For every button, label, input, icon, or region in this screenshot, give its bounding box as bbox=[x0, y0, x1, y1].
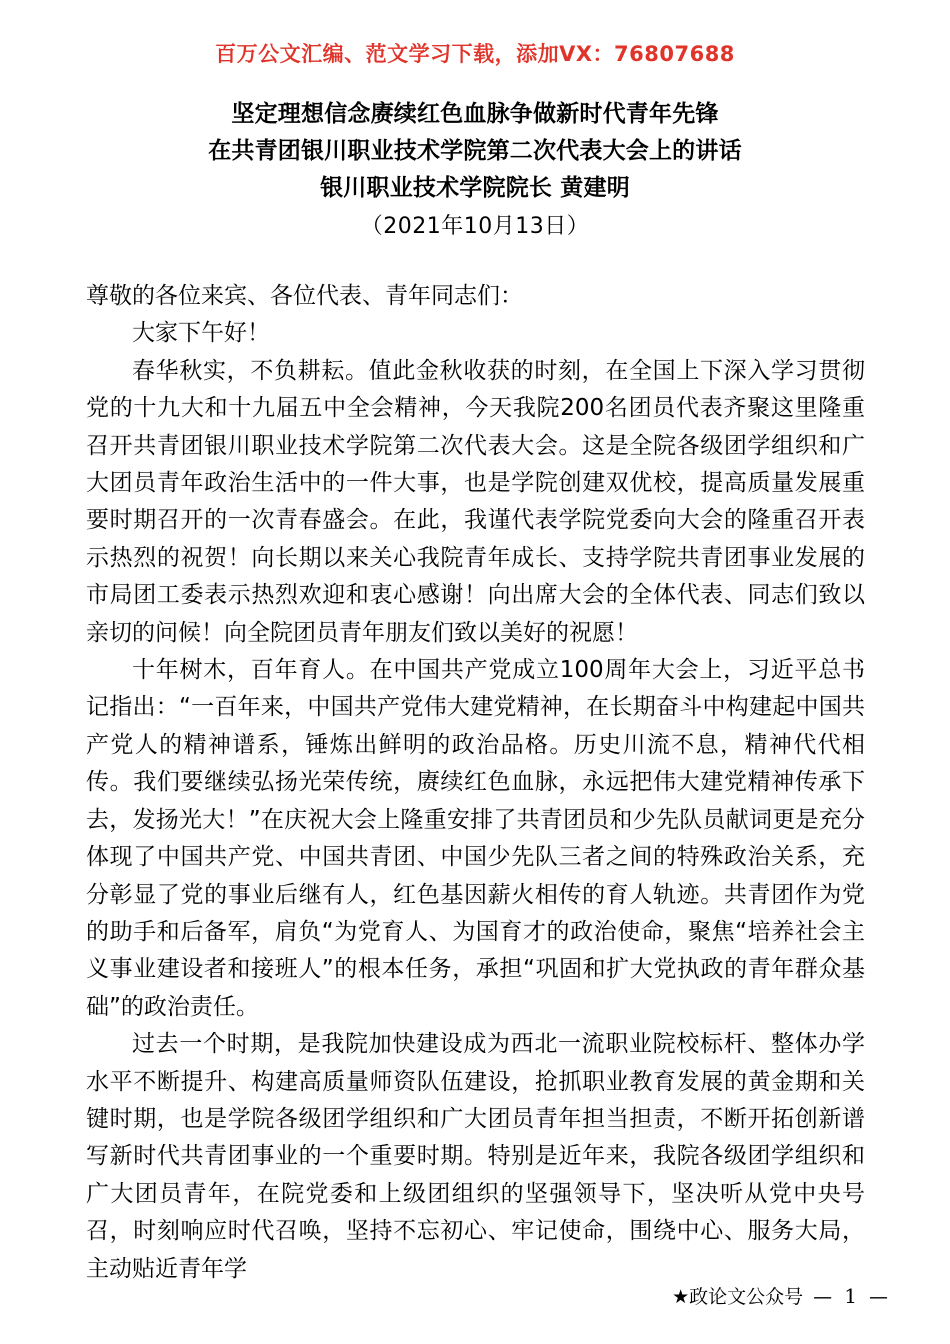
document-title-line-1: 坚定理想信念赓续红色血脉争做新时代青年先锋 bbox=[231, 101, 719, 127]
salutation: 尊敬的各位来宾、各位代表、青年同志们： bbox=[86, 283, 523, 309]
body-paragraph: 过去一个时期，是我院加快建设成为西北一流职业院校标杆、整体办学水平不断提升、构建高质量师资队伍建设，抢抓职业教育发展的黄金期和关键时期，也是学院各级团学组织和广大团员青年担当担责，不断开拓创新谱写新时代共青团事业的一个重要时期。特别是近年来，我院各级团学组织和广大团员青年，在院党委和上级团组织的坚强领导下，坚决听从党中央号召，时刻响应时代召唤，坚持不忘初心、牢记使命，围绕中心、服务大局，主动贴近青年学 bbox=[86, 1031, 865, 1282]
document-author-line: 银川职业技术学院院长 黄建明 bbox=[320, 175, 630, 201]
footer-dash-right: — bbox=[869, 1286, 888, 1308]
title-block bbox=[0, 96, 950, 246]
footer-dash-left: — bbox=[813, 1286, 833, 1308]
document-title-line-2: 在共青团银川职业技术学院第二次代表大会上的讲话 bbox=[208, 138, 742, 164]
body-paragraph: 十年树木，百年育人。在中国共产党成立100周年大会上，习近平总书记指出：“一百年来，中国共产党伟大建党精神，在长期奋斗中构建起中国共产党人的精神谱系，锤炼出鲜明的政治品格。历史川流不息，精神代代相传。我们要继续弘扬光荣传统，赓续红色血脉，永远把伟大建党精神传承下去，发扬光大！”在庆祝大会上隆重安排了共青团员和少先队员献词更是充分体现了中国共产党、中国共青团、中国少先队三者之间的特殊政治关系，充分彰显了党的事业后继有人，红色基因薪火相传的育人轨迹。共青团作为党的助手和后备军，肩负“为党育人、为国育才的政治使命，聚焦“培养社会主义事业建设者和接班人”的根本任务，承担“巩固和扩大党执政的青年群众基础”的政治责任。 bbox=[86, 657, 865, 1020]
document-body bbox=[86, 278, 865, 1288]
page-footer bbox=[0, 1282, 950, 1309]
body-paragraph: 大家下午好！ bbox=[132, 320, 270, 347]
page-number: 1 bbox=[844, 1284, 857, 1308]
footer-watermark: ★政论文公众号 bbox=[672, 1286, 804, 1308]
body-paragraph: 春华秋实，不负耕耘。值此金秋收获的时刻，在全国上下深入学习贯彻党的十九大和十九届五中全会精神，今天我院200名团员代表齐聚这里隆重召开共青团银川职业技术学院第二次代表大会。这是全院各级团学组织和广大团员青年政治生活中的一件大事，也是学院创建双优校，提高质量发展重要时期召开的一次青春盛会。在此，我谨代表学院党委向大会的隆重召开表示热烈的祝贺！向长期以来关心我院青年成长、支持学院共青团事业发展的市局团工委表示热烈欢迎和衷心感谢！向出席大会的全体代表、同志们致以亲切的问候！向全院团员青年朋友们致以美好的祝愿！ bbox=[86, 357, 865, 646]
promo-banner: 百万公文汇编、范文学习下载，添加VX：76807688 bbox=[215, 42, 735, 66]
document-date: （2021年10月13日） bbox=[360, 214, 590, 239]
